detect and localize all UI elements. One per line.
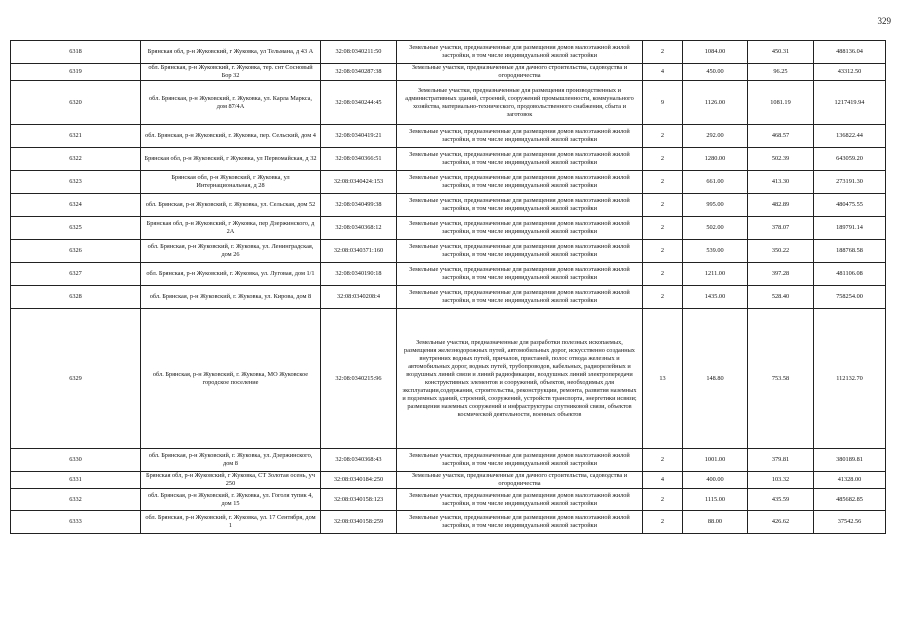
land-purpose-cell: Земельные участки, предназначенные для размещения домов малоэтажной жилой застройки, в том числе индивидуальной жилой застройки xyxy=(397,194,643,217)
cadastral-value-cell: 380189.81 xyxy=(814,449,886,472)
group-number-cell: 4 xyxy=(643,472,683,489)
group-number-cell: 2 xyxy=(643,511,683,534)
row-id-cell: 6330 xyxy=(11,449,141,472)
specific-value-cell: 379.81 xyxy=(748,449,814,472)
table-row xyxy=(11,263,886,286)
table-row xyxy=(11,309,886,449)
table-row xyxy=(11,472,886,489)
cadastral-value-cell: 43312.50 xyxy=(814,64,886,81)
area-cell: 1084.00 xyxy=(683,41,748,64)
address-cell: Брянская обл, р-н Жуковский, г Жуковка, ул Первомайская, д 32 xyxy=(141,148,321,171)
specific-value-cell: 435.59 xyxy=(748,489,814,511)
cadastral-number-cell: 32:08:0340211:50 xyxy=(321,41,397,64)
cadastral-number-cell: 32:08:0340158:259 xyxy=(321,511,397,534)
row-id-cell: 6331 xyxy=(11,472,141,489)
cadastral-value-cell: 485682.85 xyxy=(814,489,886,511)
land-purpose-cell: Земельные участки, предназначенные для размещения домов малоэтажной жилой застройки, в том числе индивидуальной жилой застройки xyxy=(397,125,643,148)
group-number-cell: 2 xyxy=(643,217,683,240)
area-cell: 88.00 xyxy=(683,511,748,534)
group-number-cell: 9 xyxy=(643,81,683,125)
area-cell: 1280.00 xyxy=(683,148,748,171)
address-cell: обл. Брянская, р-н Жуковский, г. Жуковка, ул. Луговая, дом 1/1 xyxy=(141,263,321,286)
table-row xyxy=(11,41,886,64)
cadastral-number-cell: 32:08:0340287:38 xyxy=(321,64,397,81)
area-cell: 1435.00 xyxy=(683,286,748,309)
group-number-cell: 2 xyxy=(643,171,683,194)
group-number-cell: 2 xyxy=(643,489,683,511)
cadastral-value-cell: 643059.20 xyxy=(814,148,886,171)
cadastral-value-cell: 188768.58 xyxy=(814,240,886,263)
row-id-cell: 6326 xyxy=(11,240,141,263)
page-number: 329 xyxy=(877,16,891,26)
cadastral-number-cell: 32:08:0340208:4 xyxy=(321,286,397,309)
area-cell: 661.00 xyxy=(683,171,748,194)
land-purpose-cell: Земельные участки, предназначенные для дачного строительства, садоводства и огородничества xyxy=(397,472,643,489)
address-cell: обл. Брянская, р-н Жуковский, г. Жуковка, пер. Сельский, дом 4 xyxy=(141,125,321,148)
row-id-cell: 6324 xyxy=(11,194,141,217)
area-cell: 148.80 xyxy=(683,309,748,449)
address-cell: обл. Брянская, р-н Жуковский, г. Жуковка, ул. Ленинградская, дом 26 xyxy=(141,240,321,263)
land-purpose-cell: Земельные участки, предназначенные для размещения домов малоэтажной жилой застройки, в том числе индивидуальной жилой застройки xyxy=(397,286,643,309)
land-purpose-cell: Земельные участки, предназначенные для размещения домов малоэтажной жилой застройки, в том числе индивидуальной жилой застройки xyxy=(397,240,643,263)
cadastral-number-cell: 32:08:0340499:38 xyxy=(321,194,397,217)
land-purpose-cell: Земельные участки, предназначенные для размещения домов малоэтажной жилой застройки, в том числе индивидуальной жилой застройки xyxy=(397,217,643,240)
cadastral-number-cell: 32:08:0340419:21 xyxy=(321,125,397,148)
address-cell: обл. Брянская, р-н Жуковский, г. Жуковка, ул. Кирова, дом 8 xyxy=(141,286,321,309)
cadastral-value-cell: 758254.00 xyxy=(814,286,886,309)
address-cell: обл. Брянская, р-н Жуковский, г. Жуковка, ул. Гоголя тупик 4, дом 15 xyxy=(141,489,321,511)
row-id-cell: 6329 xyxy=(11,309,141,449)
table-row xyxy=(11,286,886,309)
specific-value-cell: 468.57 xyxy=(748,125,814,148)
row-id-cell: 6333 xyxy=(11,511,141,534)
row-id-cell: 6322 xyxy=(11,148,141,171)
address-cell: обл. Брянская, р-н Жуковский, г. Жуковка, ул. Карла Маркса, дом 87/4А xyxy=(141,81,321,125)
cadastral-number-cell: 32:08:0340158:123 xyxy=(321,489,397,511)
cadastral-number-cell: 32:08:0340190:18 xyxy=(321,263,397,286)
table-row xyxy=(11,489,886,511)
address-cell: Брянская обл, р-н Жуковский, г Жуковка, пер Дзержинского, д 2А xyxy=(141,217,321,240)
area-cell: 1115.00 xyxy=(683,489,748,511)
row-id-cell: 6332 xyxy=(11,489,141,511)
address-cell: обл. Брянская, р-н Жуковский, г. Жуковка, МО Жуковское городское поселение xyxy=(141,309,321,449)
specific-value-cell: 397.28 xyxy=(748,263,814,286)
group-number-cell: 2 xyxy=(643,41,683,64)
area-cell: 502.00 xyxy=(683,217,748,240)
row-id-cell: 6321 xyxy=(11,125,141,148)
specific-value-cell: 378.07 xyxy=(748,217,814,240)
cadastral-number-cell: 32:08:0340371:160 xyxy=(321,240,397,263)
land-purpose-cell: Земельные участки, предназначенные для размещения домов малоэтажной жилой застройки, в том числе индивидуальной жилой застройки xyxy=(397,489,643,511)
land-purpose-cell: Земельные участки, предназначенные для размещения домов малоэтажной жилой застройки, в том числе индивидуальной жилой застройки xyxy=(397,449,643,472)
cadastral-number-cell: 32:08:0340215:96 xyxy=(321,309,397,449)
group-number-cell: 2 xyxy=(643,125,683,148)
table-body xyxy=(11,41,886,534)
cadastral-value-cell: 136822.44 xyxy=(814,125,886,148)
specific-value-cell: 528.40 xyxy=(748,286,814,309)
specific-value-cell: 96.25 xyxy=(748,64,814,81)
row-id-cell: 6319 xyxy=(11,64,141,81)
specific-value-cell: 450.31 xyxy=(748,41,814,64)
row-id-cell: 6327 xyxy=(11,263,141,286)
cadastral-number-cell: 32:08:0340368:43 xyxy=(321,449,397,472)
address-cell: обл. Брянская, р-н Жуковский, г. Жуковка, ул. Сельская, дом 52 xyxy=(141,194,321,217)
address-cell: обл. Брянская, р-н Жуковский, г. Жуковка, тер. снт Сосновый Бор 32 xyxy=(141,64,321,81)
group-number-cell: 2 xyxy=(643,263,683,286)
area-cell: 1211.00 xyxy=(683,263,748,286)
cadastral-number-cell: 32:08:0340424:153 xyxy=(321,171,397,194)
specific-value-cell: 1081.19 xyxy=(748,81,814,125)
land-purpose-cell: Земельные участки, предназначенные для размещения домов малоэтажной жилой застройки, в том числе индивидуальной жилой застройки xyxy=(397,171,643,194)
address-cell: обл. Брянская, р-н Жуковский, г. Жуковка, ул. Дзержинского, дом 8 xyxy=(141,449,321,472)
area-cell: 995.00 xyxy=(683,194,748,217)
specific-value-cell: 482.89 xyxy=(748,194,814,217)
specific-value-cell: 413.30 xyxy=(748,171,814,194)
group-number-cell: 13 xyxy=(643,309,683,449)
table-row xyxy=(11,217,886,240)
specific-value-cell: 426.62 xyxy=(748,511,814,534)
land-purpose-cell: Земельные участки, предназначенные для размещения домов малоэтажной жилой застройки, в том числе индивидуальной жилой застройки xyxy=(397,148,643,171)
cadastral-value-cell: 112132.70 xyxy=(814,309,886,449)
area-cell: 1001.00 xyxy=(683,449,748,472)
cadastral-value-cell: 189791.14 xyxy=(814,217,886,240)
cadastral-value-cell: 481106.08 xyxy=(814,263,886,286)
table-row xyxy=(11,125,886,148)
cadastral-number-cell: 32:08:0340244:45 xyxy=(321,81,397,125)
area-cell: 1126.00 xyxy=(683,81,748,125)
table-row xyxy=(11,64,886,81)
cadastral-number-cell: 32:08:0340368:12 xyxy=(321,217,397,240)
area-cell: 539.00 xyxy=(683,240,748,263)
table-row xyxy=(11,449,886,472)
land-purpose-cell: Земельные участки, предназначенные для разработки полезных ископаемых, размещения железнодорожных путей, автомобильных дорог, искусственно созданных внутренних водных путей, причалов, пристаней, полос отвода железных и автомобильных дорог, водных путей, трубопроводов, кабельных, радиорелейных и воздушных линий связи и линий радиофикации, воздушных линий электропередачи конструктивных элементов и сооружений, объектов, необходимых для эксплуатации,содержания, строительства, реконструкции, ремонта, развития наземных и подземных зданий, строений, сооружений, устройств транспорта, энергетики исвязи; размещения наземных сооружений и инфраструктуры спутниковой связи, объектов космической деятельности, военных объектов xyxy=(397,309,643,449)
cadastral-value-cell: 488136.04 xyxy=(814,41,886,64)
address-cell: обл. Брянская, р-н Жуковский, г. Жуковка, ул. 17 Сентября, дом 1 xyxy=(141,511,321,534)
group-number-cell: 2 xyxy=(643,148,683,171)
table-row xyxy=(11,240,886,263)
group-number-cell: 2 xyxy=(643,194,683,217)
address-cell: Брянская обл, р-н Жуковский, г Жуковка, ул Интернациональная, д 28 xyxy=(141,171,321,194)
group-number-cell: 4 xyxy=(643,64,683,81)
group-number-cell: 2 xyxy=(643,286,683,309)
cadastral-value-cell: 480475.55 xyxy=(814,194,886,217)
cadastral-value-cell: 37542.56 xyxy=(814,511,886,534)
land-purpose-cell: Земельные участки, предназначенные для размещения производственных и административных зданий, строений, сооружений промышленности, коммунального хозяйства, материально-технического, продовольственного снабжения, сбыта и заготовок xyxy=(397,81,643,125)
row-id-cell: 6325 xyxy=(11,217,141,240)
area-cell: 292.00 xyxy=(683,125,748,148)
area-cell: 400.00 xyxy=(683,472,748,489)
cadastral-value-cell: 273191.30 xyxy=(814,171,886,194)
specific-value-cell: 502.39 xyxy=(748,148,814,171)
table-row xyxy=(11,171,886,194)
row-id-cell: 6318 xyxy=(11,41,141,64)
cadastral-number-cell: 32:08:0340366:51 xyxy=(321,148,397,171)
specific-value-cell: 103.32 xyxy=(748,472,814,489)
table-row xyxy=(11,148,886,171)
row-id-cell: 6320 xyxy=(11,81,141,125)
land-purpose-cell: Земельные участки, предназначенные для дачного строительства, садоводства и огородничества xyxy=(397,64,643,81)
address-cell: Брянская обл, р-н Жуковский, г Жуковка, СТ Золотая осень, уч 250 xyxy=(141,472,321,489)
row-id-cell: 6328 xyxy=(11,286,141,309)
land-valuation-table xyxy=(10,40,886,534)
table-row xyxy=(11,511,886,534)
land-purpose-cell: Земельные участки, предназначенные для размещения домов малоэтажной жилой застройки, в том числе индивидуальной жилой застройки xyxy=(397,263,643,286)
cadastral-value-cell: 41328.00 xyxy=(814,472,886,489)
address-cell: Брянская обл, р-н Жуковский, г Жуковка, ул Тельмана, д 43 А xyxy=(141,41,321,64)
table-row xyxy=(11,81,886,125)
cadastral-number-cell: 32:08:0340184:250 xyxy=(321,472,397,489)
land-purpose-cell: Земельные участки, предназначенные для размещения домов малоэтажной жилой застройки, в том числе индивидуальной жилой застройки xyxy=(397,41,643,64)
group-number-cell: 2 xyxy=(643,240,683,263)
row-id-cell: 6323 xyxy=(11,171,141,194)
cadastral-value-cell: 1217419.94 xyxy=(814,81,886,125)
group-number-cell: 2 xyxy=(643,449,683,472)
land-purpose-cell: Земельные участки, предназначенные для размещения домов малоэтажной жилой застройки, в том числе индивидуальной жилой застройки xyxy=(397,511,643,534)
area-cell: 450.00 xyxy=(683,64,748,81)
specific-value-cell: 350.22 xyxy=(748,240,814,263)
specific-value-cell: 753.58 xyxy=(748,309,814,449)
table-row xyxy=(11,194,886,217)
